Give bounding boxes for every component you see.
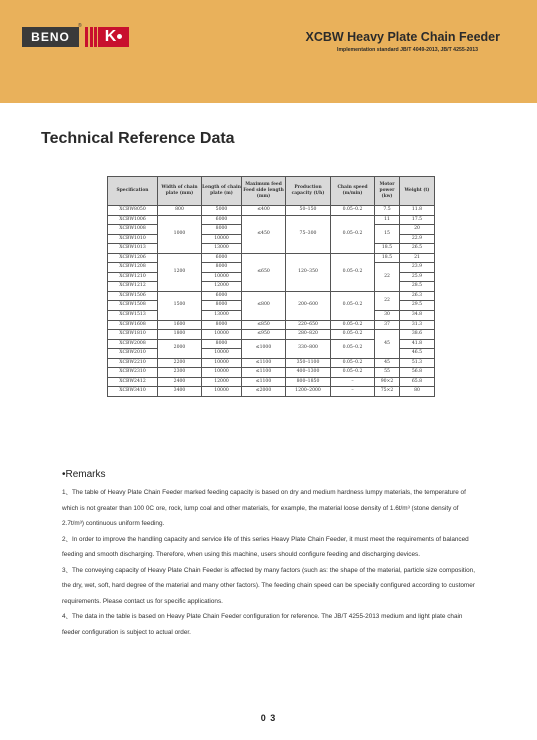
table-cell: XCBW1210 xyxy=(108,272,158,282)
table-cell: 120–350 xyxy=(286,253,331,291)
remark-item: 3、The conveying capacity of Heavy Plate Chain Feeder is affected by many factors (such as: the shape of the material, particle size composition, the dry, wet, soft, hard degree of the material and many other factors). The feeding chain speed can be specially configured according to customer requirements. Please contact us for specific applications. xyxy=(62,566,475,605)
table-cell: XCBW3410 xyxy=(108,387,158,397)
table-cell: 22 xyxy=(375,263,400,292)
table-cell: 330–800 xyxy=(286,339,331,358)
table-cell: 350–1100 xyxy=(286,358,331,368)
beno-logo: BENO xyxy=(22,27,79,47)
table-cell: 800–1850 xyxy=(286,377,331,387)
table-cell: 26.3 xyxy=(400,291,435,301)
table-cell: 29.5 xyxy=(400,301,435,311)
table-cell: 10000 xyxy=(202,358,242,368)
table-cell: 17.5 xyxy=(400,215,435,225)
remarks-title: •Remarks xyxy=(62,469,106,480)
table-cell: 0.05–0.2 xyxy=(331,330,375,340)
table-cell: 400–1300 xyxy=(286,368,331,378)
table-cell: 1200 xyxy=(158,253,202,291)
k-logo xyxy=(85,27,135,47)
table-cell: XCBW1006 xyxy=(108,215,158,225)
section-title: Technical Reference Data xyxy=(41,130,235,147)
table-cell: 2400 xyxy=(158,377,202,387)
table-cell: 21 xyxy=(400,253,435,263)
table-row xyxy=(108,330,435,340)
table-cell: ≤1100 xyxy=(242,358,286,368)
table-row xyxy=(108,215,435,225)
table-cell: 45 xyxy=(375,330,400,359)
table-cell: 0.05–0.2 xyxy=(331,320,375,330)
registered-mark: ® xyxy=(78,23,82,29)
table-cell: 90×2 xyxy=(375,377,400,387)
table-cell: XCBW1513 xyxy=(108,311,158,321)
table-cell: – xyxy=(331,387,375,397)
table-cell: 1800 xyxy=(158,330,202,340)
table-cell: 75×2 xyxy=(375,387,400,397)
table-cell: 0.05–0.2 xyxy=(331,358,375,368)
table-cell: 10000 xyxy=(202,234,242,244)
header-cell: Specification xyxy=(108,177,158,206)
table-cell: 22 xyxy=(375,291,400,310)
table-cell: 5000 xyxy=(202,206,242,216)
table-cell: XCBW2010 xyxy=(108,349,158,359)
table-cell: 800 xyxy=(158,206,202,216)
table-row xyxy=(108,320,435,330)
table-cell: XCBW1608 xyxy=(108,320,158,330)
table-cell: 50–150 xyxy=(286,206,331,216)
table-cell: 75–300 xyxy=(286,215,331,253)
table-cell: 46.5 xyxy=(400,349,435,359)
table-cell: 10000 xyxy=(202,387,242,397)
table-cell: 0.05–0.2 xyxy=(331,291,375,320)
table-cell: ≤800 xyxy=(242,291,286,320)
table-cell: 2000 xyxy=(158,339,202,358)
specification-table xyxy=(107,176,435,397)
table-cell: 25.9 xyxy=(400,272,435,282)
table-cell: XCBW1506 xyxy=(108,291,158,301)
table-cell: ≤850 xyxy=(242,320,286,330)
header-cell: Length of chain plate (m) xyxy=(202,177,242,206)
table-cell: 3400 xyxy=(158,387,202,397)
table-cell: XCBW2310 xyxy=(108,368,158,378)
remark-item: 2、In order to improve the handling capacity and service life of this series Heavy Plate Chain Feeder, it must meet the requirements of balanced feeding and smooth discharging. Therefore, when using this machine, users should configure feeding and discharging devices. xyxy=(62,535,469,558)
table-cell: ≤2000 xyxy=(242,387,286,397)
header-subtitle: Implementation standard JB/T 4049-2013, JB/T 4255-2013 xyxy=(337,47,478,53)
table-cell: XCBW1810 xyxy=(108,330,158,340)
table-cell: 1200–2000 xyxy=(286,387,331,397)
header-cell: Maximum feed Feed side length (mm) xyxy=(242,177,286,206)
table-cell: 6000 xyxy=(202,253,242,263)
table-cell: 8000 xyxy=(202,301,242,311)
table-cell: ≤950 xyxy=(242,330,286,340)
table-cell: 13000 xyxy=(202,311,242,321)
table-cell: 10000 xyxy=(202,368,242,378)
table-cell: 0.05–0.2 xyxy=(331,368,375,378)
table-cell: 11 xyxy=(375,215,400,225)
table-cell: 51.3 xyxy=(400,358,435,368)
table-cell: 0.05–0.2 xyxy=(331,215,375,253)
table-cell: 8000 xyxy=(202,320,242,330)
table-cell: 13000 xyxy=(202,244,242,254)
k-logo-bars xyxy=(85,27,97,47)
table-cell: 31.3 xyxy=(400,320,435,330)
table-cell: 0.05–0.2 xyxy=(331,253,375,291)
k-logo-mark: K xyxy=(98,27,129,47)
table-cell: 7.5 xyxy=(375,206,400,216)
table-cell: ≤1100 xyxy=(242,368,286,378)
table-row xyxy=(108,206,435,216)
table-row xyxy=(108,358,435,368)
table-cell: XCBW8050 xyxy=(108,206,158,216)
table-cell: 15 xyxy=(375,225,400,244)
table-cell: 10000 xyxy=(202,349,242,359)
table-cell: XCBW1010 xyxy=(108,234,158,244)
table-cell: ≤450 xyxy=(242,215,286,253)
table-cell: 65.8 xyxy=(400,377,435,387)
table-cell: ≤1000 xyxy=(242,339,286,358)
table-cell: 0.05–0.2 xyxy=(331,339,375,358)
remark-item: 1、The table of Heavy Plate Chain Feeder marked feeding capacity is based on dry and medium hardness lumpy materials, the temperature of which is not greater than 100 0C ore, rock, lump coal and other materials, for example, the material loose density of 1.6t/m³ (stone density of 2.7t/m³) continuous uniform feeding. xyxy=(62,489,466,527)
table-row xyxy=(108,368,435,378)
table-cell: ≤650 xyxy=(242,253,286,291)
table-cell: XCBW1508 xyxy=(108,301,158,311)
table-cell: 8000 xyxy=(202,225,242,235)
table-cell: XCBW1013 xyxy=(108,244,158,254)
table-cell: 1500 xyxy=(158,291,202,320)
table-cell: 10000 xyxy=(202,272,242,282)
header-cell: Production capacity (t/h) xyxy=(286,177,331,206)
table-cell: XCBW2008 xyxy=(108,339,158,349)
table-row xyxy=(108,387,435,397)
table-cell: 20 xyxy=(400,225,435,235)
table-cell: 23.9 xyxy=(400,263,435,273)
table-cell: XCBW1208 xyxy=(108,263,158,273)
table-cell: 8000 xyxy=(202,263,242,273)
table-cell: 12000 xyxy=(202,377,242,387)
table-cell: 45 xyxy=(375,358,400,368)
table-cell: 38.6 xyxy=(400,330,435,340)
header-title: XCBW Heavy Plate Chain Feeder xyxy=(305,30,500,44)
remarks-body xyxy=(62,485,477,640)
table-cell: 6000 xyxy=(202,291,242,301)
table-cell: 8000 xyxy=(202,339,242,349)
table-cell: 280–820 xyxy=(286,330,331,340)
header-cell: Weight (t) xyxy=(400,177,435,206)
table-cell: 18.5 xyxy=(375,244,400,254)
table-cell: 12000 xyxy=(202,282,242,292)
table-cell: 30 xyxy=(375,311,400,321)
table-cell: 11.8 xyxy=(400,206,435,216)
table-cell: 1000 xyxy=(158,215,202,253)
table-cell: XCBW2210 xyxy=(108,358,158,368)
table-cell: 28.5 xyxy=(400,282,435,292)
table-row xyxy=(108,377,435,387)
table-cell: 2300 xyxy=(158,368,202,378)
table-cell: 1600 xyxy=(158,320,202,330)
table-cell: XCBW2412 xyxy=(108,377,158,387)
table-cell: 200–600 xyxy=(286,291,331,320)
table-cell: 80 xyxy=(400,387,435,397)
table-cell: 55 xyxy=(375,368,400,378)
table-cell: 37 xyxy=(375,320,400,330)
table-cell: 220–650 xyxy=(286,320,331,330)
table-row xyxy=(108,291,435,301)
table-header-row xyxy=(108,177,435,206)
table-cell: ≤400 xyxy=(242,206,286,216)
table-cell: 41.8 xyxy=(400,339,435,349)
table-row xyxy=(108,253,435,263)
table-cell: 2200 xyxy=(158,358,202,368)
table-cell: 56.8 xyxy=(400,368,435,378)
header-cell: Width of chain plate (mm) xyxy=(158,177,202,206)
header-band xyxy=(0,0,537,103)
header-cell: Motor power (kw) xyxy=(375,177,400,206)
remark-item: 4、The data in the table is based on Heavy Plate Chain Feeder configuration for reference. The JB/T 4255-2013 medium and light plate chain feeder configuration is subject to actual order. xyxy=(62,613,463,636)
table-cell: 22.9 xyxy=(400,234,435,244)
table-cell: XCBW1206 xyxy=(108,253,158,263)
table-cell: 0.05–0.2 xyxy=(331,206,375,216)
table-cell: 10000 xyxy=(202,330,242,340)
table-cell: 26.5 xyxy=(400,244,435,254)
table-cell: ≤1100 xyxy=(242,377,286,387)
table-cell: 18.5 xyxy=(375,253,400,263)
table-cell: – xyxy=(331,377,375,387)
table-cell: 6000 xyxy=(202,215,242,225)
page-number: 0 3 xyxy=(260,713,277,723)
table-cell: 34.8 xyxy=(400,311,435,321)
table-cell: XCBW1008 xyxy=(108,225,158,235)
table-cell: XCBW1212 xyxy=(108,282,158,292)
header-cell: Chain speed (m/min) xyxy=(331,177,375,206)
